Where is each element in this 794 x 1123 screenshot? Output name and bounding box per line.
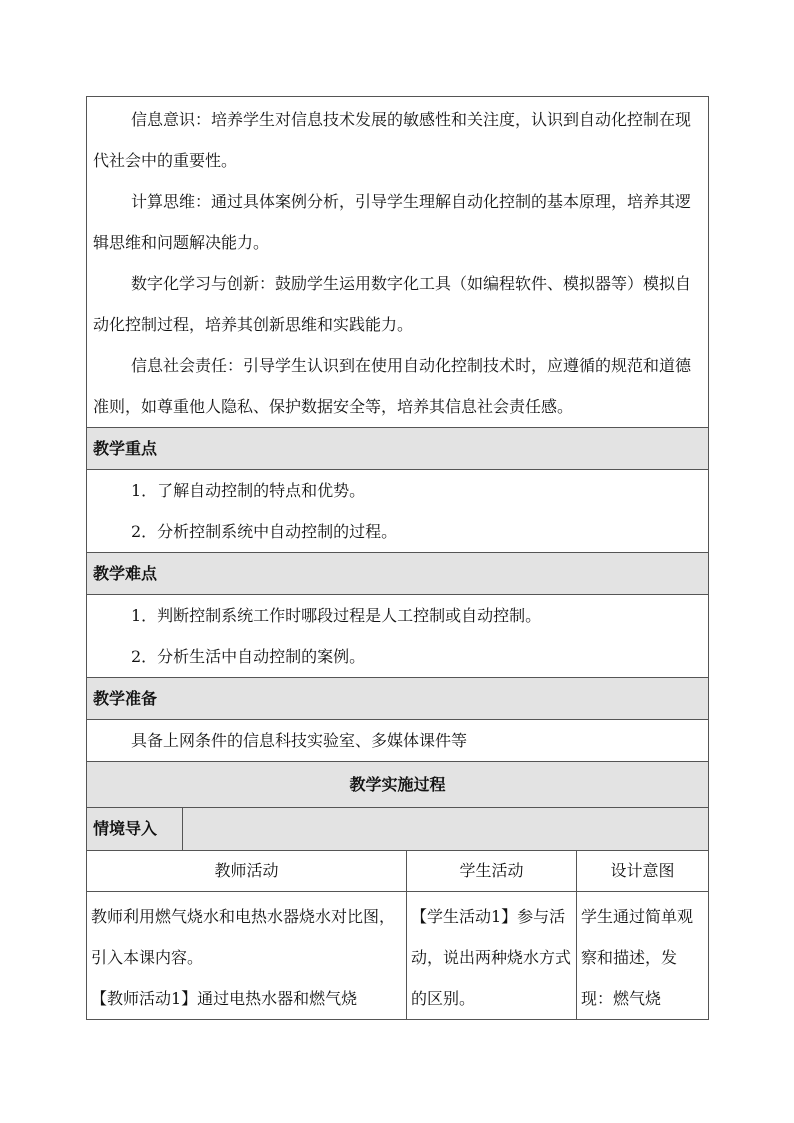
student-activity-text: 【学生活动1】参与活动，说出两种烧水方式的区别。	[411, 907, 572, 1008]
stage-label: 情境导入	[87, 808, 183, 851]
preparation-heading-row	[87, 678, 709, 720]
objective-digital-learning: 数字化学习与创新：鼓励学生运用数字化工具（如编程软件、模拟器等）模拟自动化控制过程，培养其创新思维和实践能力。	[93, 274, 692, 334]
key-points-heading: 教学重点	[87, 428, 709, 470]
key-points-heading-row	[87, 428, 709, 470]
student-activity-cell	[407, 892, 577, 1020]
activity-row	[87, 892, 709, 1020]
activity-column-headers	[87, 851, 709, 892]
preparation-heading: 教学准备	[87, 678, 709, 720]
design-intent-cell	[577, 892, 709, 1020]
process-heading: 教学实施过程	[87, 762, 709, 808]
teacher-activity-text: 教师利用燃气烧水和电热水器烧水对比图，引入本课内容。	[91, 907, 396, 967]
process-heading-row	[87, 762, 709, 808]
preparation-text: 具备上网条件的信息科技实验室、多媒体课件等	[131, 731, 468, 750]
teacher-activity-cell	[87, 892, 407, 1020]
objective-computational-thinking: 计算思维：通过具体案例分析，引导学生理解自动化控制的基本原理，培养其逻辑思维和问题解决能力。	[93, 192, 692, 252]
difficulties-cell	[87, 595, 709, 678]
difficulty-item: 2．分析生活中自动控制的案例。	[131, 647, 366, 666]
key-points-row	[87, 470, 709, 553]
objectives-row	[87, 97, 709, 428]
column-student-activity: 学生活动	[407, 851, 577, 892]
key-points-cell	[87, 470, 709, 553]
difficulties-heading-row	[87, 553, 709, 595]
preparation-cell	[87, 720, 709, 762]
objective-information-awareness: 信息意识：培养学生对信息技术发展的敏感性和关注度，认识到自动化控制在现代社会中的重要性。	[93, 110, 692, 170]
preparation-row	[87, 720, 709, 762]
lesson-plan-table	[86, 96, 709, 1020]
design-intent-text: 学生通过简单观察和描述，发现：燃气烧	[581, 907, 694, 1008]
objective-social-responsibility: 信息社会责任：引导学生认识到在使用自动化控制技术时，应遵循的规范和道德准则，如尊重他人隐私、保护数据安全等，培养其信息社会责任感。	[93, 356, 692, 416]
stage-empty-cell	[183, 808, 709, 851]
objectives-cell	[87, 97, 709, 428]
stage-row	[87, 808, 709, 851]
column-teacher-activity: 教师活动	[87, 851, 407, 892]
key-point-item: 1．了解自动控制的特点和优势。	[131, 481, 366, 500]
key-point-item: 2．分析控制系统中自动控制的过程。	[131, 522, 398, 541]
difficulties-heading: 教学难点	[87, 553, 709, 595]
difficulties-row	[87, 595, 709, 678]
difficulty-item: 1．判断控制系统工作时哪段过程是人工控制或自动控制。	[131, 606, 542, 625]
column-design-intent: 设计意图	[577, 851, 709, 892]
teacher-activity-text: 【教师活动1】通过电热水器和燃气烧	[91, 989, 358, 1008]
